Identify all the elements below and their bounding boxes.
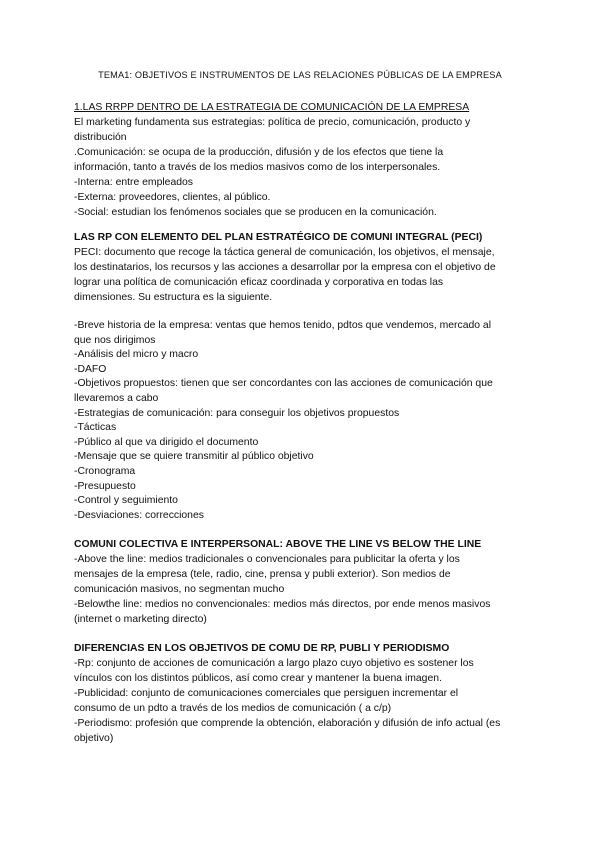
section-3-line: -Belowthe line: medios no convencionales: medios más directos, por ende menos masivos bbox=[74, 599, 491, 610]
section-3-line: (internet o marketing directo) bbox=[74, 614, 207, 625]
section-2-intro-line: PECI: documento que recoge la táctica general de comunicación, los objetivos, el mensaje, bbox=[74, 247, 495, 258]
list-item: -Presupuesto bbox=[74, 480, 136, 492]
section-3-line: mensajes de la empresa (tele, radio, cine, prensa y publi exterior). Son medios de bbox=[74, 569, 451, 580]
section-1-line: información, tanto a través de los medios masivos como de los interpersonales. bbox=[74, 162, 441, 173]
section-2-intro-line: los destinatarios, los recursos y las acciones a desarrollar por la empresa con el objetivo de bbox=[74, 262, 496, 273]
list-item: -Breve historia de la empresa: ventas que hemos tenido, pdtos que vendemos, mercado al bbox=[74, 320, 492, 331]
section-2 bbox=[74, 230, 534, 305]
section-4-line: objetivo) bbox=[74, 733, 114, 744]
list-item: -Estrategias de comunicación: para conseguir los objetivos propuestos bbox=[74, 407, 400, 419]
section-1-heading: 1.LAS RRPP DENTRO DE LA ESTRATEGIA DE COMUNICACIÓN DE LA EMPRESA bbox=[74, 102, 470, 113]
section-1-line: -Social: estudian los fenómenos sociales que se producen en la comunicación. bbox=[74, 207, 437, 218]
list-item: -Objetivos propuestos: tienen que ser concordantes con las acciones de comunicación que bbox=[74, 378, 493, 390]
list-item: llevaremos a cabo bbox=[74, 392, 159, 404]
section-1-line: -Interna: entre empleados bbox=[74, 177, 193, 188]
section-4 bbox=[74, 641, 534, 746]
list-item: -Mensaje que se quiere transmitir al público objetivo bbox=[74, 451, 314, 463]
section-4-line: consumo de un pdto a través de los medios de comunicación ( a c/p) bbox=[74, 703, 392, 714]
section-1-line: distribución bbox=[74, 132, 127, 143]
section-2-intro-line: dimensiones. Su estructura es la siguiente. bbox=[74, 292, 273, 303]
section-4-heading: DIFERENCIAS EN LOS OBJETIVOS DE COMU DE RP, PUBLI Y PERIODISMO bbox=[74, 643, 450, 654]
document-title: TEMA1: OBJETIVOS E INSTRUMENTOS DE LAS RELACIONES PÚBLICAS DE LA EMPRESA bbox=[98, 70, 502, 80]
section-1-line: -Externa: proveedores, clientes, al público. bbox=[74, 192, 271, 203]
list-item: -Análisis del micro y macro bbox=[74, 349, 199, 361]
section-2-intro-line: lograr una política de comunicación eficaz coordinada y corporativa en todas las bbox=[74, 277, 444, 288]
list-item: -Tácticas bbox=[74, 422, 117, 434]
list-item: que nos dirigimos bbox=[74, 334, 156, 346]
section-2-list bbox=[74, 319, 534, 523]
list-item: -Desviaciones: correcciones bbox=[74, 509, 204, 521]
section-3-line: comunicación masivos, no segmentan mucho bbox=[74, 584, 285, 595]
list-item: -Público al que va dirigido el documento bbox=[74, 436, 259, 448]
list-item: -DAFO bbox=[74, 363, 107, 375]
section-4-line: -Publicidad: conjunto de comunicaciones comerciales que persiguen incrementar el bbox=[74, 688, 459, 699]
section-4-line: -Rp: conjunto de acciones de comunicación a largo plazo cuyo objetivo es sostener los bbox=[74, 658, 474, 669]
section-2-heading: LAS RP CON ELEMENTO DEL PLAN ESTRATÉGICO DE COMUNI INTEGRAL (PECI) bbox=[74, 232, 483, 243]
section-3 bbox=[74, 537, 534, 627]
section-3-line: -Above the line: medios tradicionales o convencionales para publicitar la oferta y los bbox=[74, 554, 460, 565]
section-4-line: -Periodismo: profesión que comprende la obtención, elaboración y difusión de info actual (es bbox=[74, 718, 501, 729]
section-4-line: vínculos con los distintos públicos, así como crear y mantener la buena imagen. bbox=[74, 673, 442, 684]
section-1-line: El marketing fundamenta sus estrategias: política de precio, comunicación, producto y bbox=[74, 117, 471, 128]
section-1-line: .Comunicación: se ocupa de la producción, difusión y de los efectos que tiene la bbox=[74, 147, 444, 158]
list-item: -Control y seguimiento bbox=[74, 495, 178, 507]
section-1 bbox=[74, 100, 534, 220]
section-3-heading: COMUNI COLECTIVA E INTERPERSONAL: ABOVE THE LINE VS BELOW THE LINE bbox=[74, 539, 482, 550]
list-item: -Cronograma bbox=[74, 465, 136, 477]
